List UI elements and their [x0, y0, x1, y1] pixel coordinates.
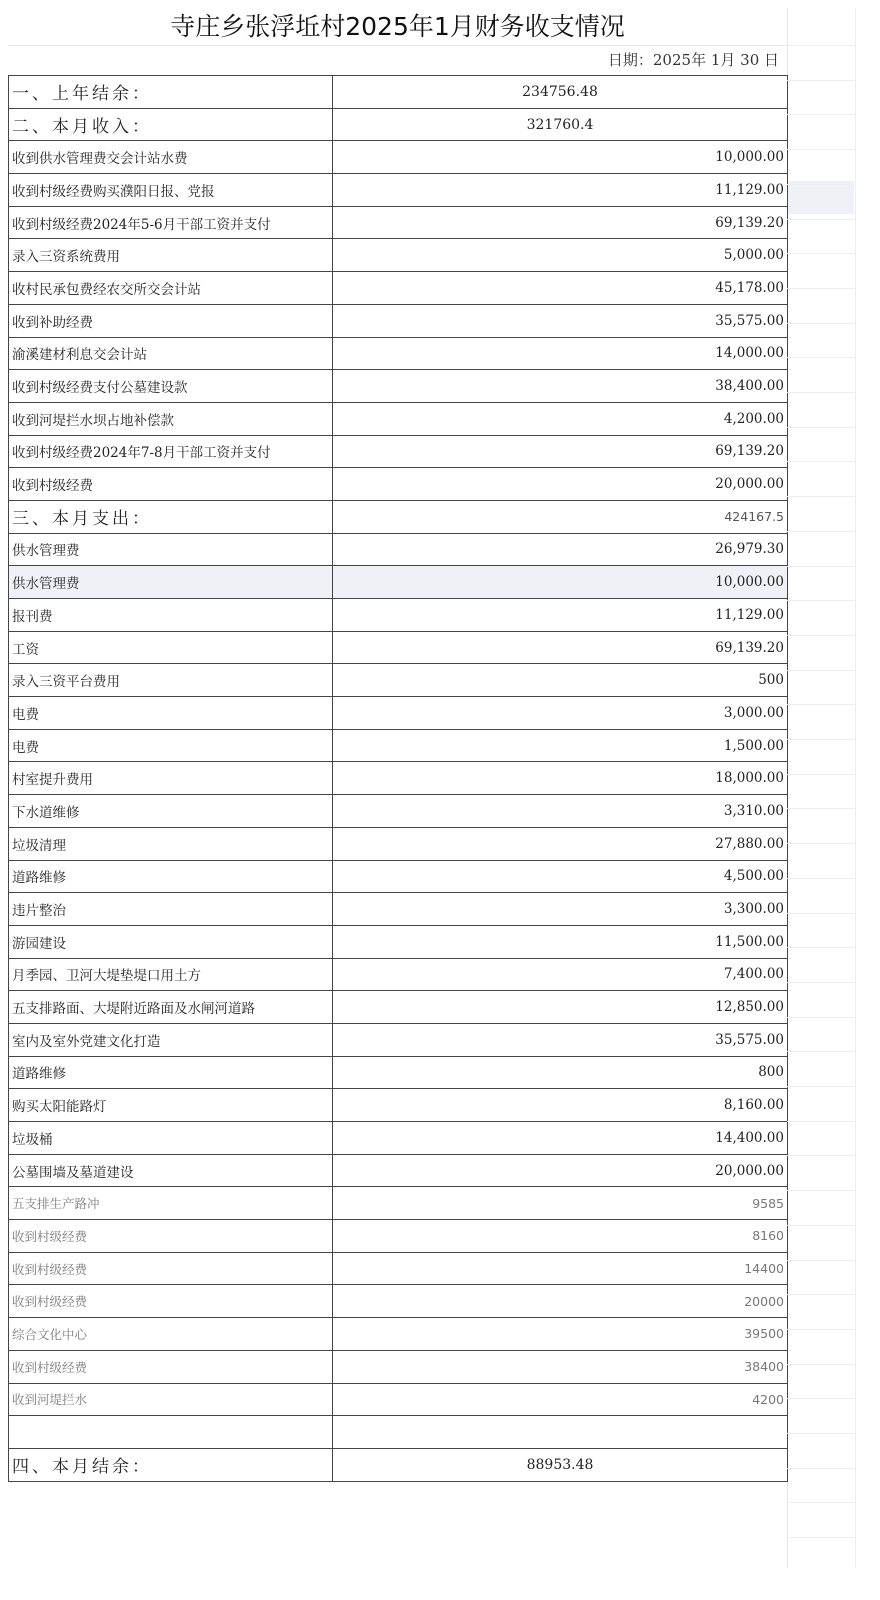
gridline: [787, 1051, 854, 1052]
gridline: [787, 1468, 854, 1469]
gridline: [787, 913, 854, 914]
income-item-row[interactable]: [9, 402, 788, 435]
row-value: 321760.4: [333, 108, 788, 141]
row-value: 20,000.00: [333, 1154, 788, 1187]
row-value: 69,139.20: [333, 435, 788, 468]
row-label: 下水道维修: [9, 795, 333, 828]
gridline: [787, 323, 854, 324]
gridline: [787, 531, 854, 532]
gridline: [787, 184, 854, 185]
expense-note-row[interactable]: [9, 1220, 788, 1253]
expense-item-row[interactable]: [9, 762, 788, 795]
gridline: [787, 1433, 854, 1434]
row-value: 4,500.00: [333, 860, 788, 893]
row-value: 234756.48: [333, 76, 788, 109]
income-item-row[interactable]: [9, 272, 788, 305]
row-value: 20,000.00: [333, 468, 788, 501]
gridline: [787, 219, 854, 220]
row-value: 11,129.00: [333, 599, 788, 632]
row-label: 电费: [9, 697, 333, 730]
row-value: 14400: [333, 1252, 788, 1285]
gridline: [787, 253, 854, 254]
gridline: [787, 1398, 854, 1399]
gridline: [787, 566, 854, 567]
row-label: 三、本月支出：: [9, 500, 333, 533]
row-label: 报刊费: [9, 599, 333, 632]
gridline: [787, 1086, 854, 1087]
income-item-row[interactable]: [9, 435, 788, 468]
expense-note-row[interactable]: [9, 1285, 788, 1318]
row-label: 收到村级经费2024年5-6月干部工资并支付: [9, 206, 333, 239]
row-label: 一、上年结余：: [9, 76, 333, 109]
gridline: [787, 1260, 854, 1261]
row-label: 录入三资系统费用: [9, 239, 333, 272]
empty-cell[interactable]: [333, 1416, 788, 1449]
row-label: 收村民承包费经农交所交会计站: [9, 272, 333, 305]
row-value: 7,400.00: [333, 958, 788, 991]
income-item-row[interactable]: [9, 141, 788, 174]
gridline: [787, 600, 854, 601]
gridline: [787, 1190, 854, 1191]
gridline: [787, 45, 854, 46]
row-value: 35,575.00: [333, 304, 788, 337]
expense-item-row[interactable]: [9, 729, 788, 762]
row-value: 3,000.00: [333, 697, 788, 730]
gridline: [787, 808, 854, 809]
gridline: [787, 80, 854, 81]
row-value: 1,500.00: [333, 729, 788, 762]
report-date: 日期：2025年 1月 30 日: [607, 51, 779, 69]
income-item-row[interactable]: [9, 206, 788, 239]
expense-item-row[interactable]: [9, 566, 788, 599]
finance-table: [8, 75, 788, 1482]
row-value: 12,850.00: [333, 991, 788, 1024]
empty-row[interactable]: [9, 1416, 788, 1449]
income-item-row[interactable]: [9, 337, 788, 370]
row-label: 收到村级经费: [9, 1350, 333, 1383]
row-label: 工资: [9, 631, 333, 664]
income-item-row[interactable]: [9, 304, 788, 337]
row-value: 3,310.00: [333, 795, 788, 828]
row-value: 88953.48: [333, 1448, 788, 1481]
extra-column: [787, 8, 856, 1568]
row-label: 渝溪建材利息交会计站: [9, 337, 333, 370]
gridline: [787, 288, 854, 289]
row-value: 20000: [333, 1285, 788, 1318]
expense-item-row[interactable]: [9, 1122, 788, 1155]
row-value: 38,400.00: [333, 370, 788, 403]
row-value: 45,178.00: [333, 272, 788, 305]
expense-item-row[interactable]: [9, 1089, 788, 1122]
row-value: 800: [333, 1056, 788, 1089]
row-value: 69,139.20: [333, 631, 788, 664]
row-label: 供水管理费: [9, 566, 333, 599]
gridline: [787, 496, 854, 497]
gridline: [787, 114, 854, 115]
row-value: 8160: [333, 1220, 788, 1253]
row-label: 供水管理费: [9, 533, 333, 566]
row-value: 38400: [333, 1350, 788, 1383]
row-value: 9585: [333, 1187, 788, 1220]
row-label: 室内及室外党建文化打造: [9, 1023, 333, 1056]
income-item-row[interactable]: [9, 468, 788, 501]
selected-cell[interactable]: [788, 181, 854, 214]
gridline: [787, 843, 854, 844]
gridline: [787, 357, 854, 358]
expense-item-row[interactable]: [9, 893, 788, 926]
row-value: 18,000.00: [333, 762, 788, 795]
income-item-row[interactable]: [9, 370, 788, 403]
gridline: [787, 1225, 854, 1226]
expense-item-row[interactable]: [9, 795, 788, 828]
row-label: 道路维修: [9, 860, 333, 893]
gridline: [787, 1329, 854, 1330]
row-label: 四、本月结余：: [9, 1448, 333, 1481]
row-label: 收到村级经费: [9, 1220, 333, 1253]
gridline: [787, 427, 854, 428]
expense-note-row[interactable]: [9, 1318, 788, 1351]
expense-note-row[interactable]: [9, 1187, 788, 1220]
row-value: 69,139.20: [333, 206, 788, 239]
expense-item-row[interactable]: [9, 1056, 788, 1089]
row-label: 二、本月收入：: [9, 108, 333, 141]
expense-item-row[interactable]: [9, 991, 788, 1024]
row-label: 收到村级经费: [9, 1285, 333, 1318]
row-value: 4,200.00: [333, 402, 788, 435]
income-item-row[interactable]: [9, 174, 788, 207]
row-value: 500: [333, 664, 788, 697]
gridline: [787, 1155, 854, 1156]
expense-note-row[interactable]: [9, 1383, 788, 1416]
row-label: 月季园、卫河大堤垫堤口用土方: [9, 958, 333, 991]
row-label: 收到村级经费: [9, 1252, 333, 1285]
row-label: 购买太阳能路灯: [9, 1089, 333, 1122]
expense-item-row[interactable]: [9, 1023, 788, 1056]
sheet-title: 寺庄乡张浮坵村2025年1月财务收支情况: [8, 8, 787, 46]
prev-balance-row[interactable]: [9, 76, 788, 109]
row-label: 收到河堤拦水坝占地补偿款: [9, 402, 333, 435]
row-value: 14,400.00: [333, 1122, 788, 1155]
row-label: 收到村级经费2024年7-8月干部工资并支付: [9, 435, 333, 468]
row-value: 8,160.00: [333, 1089, 788, 1122]
empty-cell[interactable]: [9, 1416, 333, 1449]
row-label: 违片整治: [9, 893, 333, 926]
gridline: [787, 461, 854, 462]
row-value: 39500: [333, 1318, 788, 1351]
row-value: 27,880.00: [333, 827, 788, 860]
gridline: [787, 1017, 854, 1018]
row-label: 收到村级经费: [9, 468, 333, 501]
row-label: 公墓围墙及墓道建设: [9, 1154, 333, 1187]
row-value: 10,000.00: [333, 566, 788, 599]
gridline: [787, 392, 854, 393]
gridline: [787, 670, 854, 671]
row-value: 11,500.00: [333, 925, 788, 958]
row-label: 村室提升费用: [9, 762, 333, 795]
row-label: 垃圾清理: [9, 827, 333, 860]
expense-item-row[interactable]: [9, 958, 788, 991]
expense-item-row[interactable]: [9, 533, 788, 566]
row-value: 35,575.00: [333, 1023, 788, 1056]
gridline: [787, 1537, 854, 1538]
row-value: 5,000.00: [333, 239, 788, 272]
row-value: 424167.5: [333, 500, 788, 533]
row-label: 收到补助经费: [9, 304, 333, 337]
gridline: [787, 947, 854, 948]
expense-item-row[interactable]: [9, 1154, 788, 1187]
expense-total-row[interactable]: [9, 500, 788, 533]
gridline: [787, 1364, 854, 1365]
row-label: 道路维修: [9, 1056, 333, 1089]
expense-note-row[interactable]: [9, 1350, 788, 1383]
gridline: [787, 739, 854, 740]
row-value: 3,300.00: [333, 893, 788, 926]
expense-item-row[interactable]: [9, 599, 788, 632]
row-label: 收到河堤拦水: [9, 1383, 333, 1416]
row-label: 收到村级经费支付公墓建设款: [9, 370, 333, 403]
expense-item-row[interactable]: [9, 827, 788, 860]
row-label: 综合文化中心: [9, 1318, 333, 1351]
gridline: [787, 878, 854, 879]
row-label: 收到村级经费购买濮阳日报、党报: [9, 174, 333, 207]
expense-item-row[interactable]: [9, 631, 788, 664]
expense-item-row[interactable]: [9, 925, 788, 958]
gridline: [787, 1502, 854, 1503]
gridline: [787, 149, 854, 150]
gridline: [787, 1121, 854, 1122]
income-item-row[interactable]: [9, 239, 788, 272]
gridline: [787, 635, 854, 636]
expense-note-row[interactable]: [9, 1252, 788, 1285]
row-label: 电费: [9, 729, 333, 762]
expense-item-row[interactable]: [9, 860, 788, 893]
expense-item-row[interactable]: [9, 697, 788, 730]
row-label: 录入三资平台费用: [9, 664, 333, 697]
month-balance-row[interactable]: [9, 1448, 788, 1481]
row-value: 11,129.00: [333, 174, 788, 207]
row-value: 14,000.00: [333, 337, 788, 370]
gridline: [787, 982, 854, 983]
row-value: 4200: [333, 1383, 788, 1416]
row-label: 五支排生产路冲: [9, 1187, 333, 1220]
expense-item-row[interactable]: [9, 664, 788, 697]
row-label: 垃圾桶: [9, 1122, 333, 1155]
gridline: [787, 1294, 854, 1295]
gridline: [787, 704, 854, 705]
row-label: 游园建设: [9, 925, 333, 958]
row-value: 10,000.00: [333, 141, 788, 174]
row-label: 五支排路面、大堤附近路面及水闸河道路: [9, 991, 333, 1024]
row-value: 26,979.30: [333, 533, 788, 566]
row-label: 收到供水管理费交会计站水费: [9, 141, 333, 174]
gridline: [787, 774, 854, 775]
income-total-row[interactable]: [9, 108, 788, 141]
